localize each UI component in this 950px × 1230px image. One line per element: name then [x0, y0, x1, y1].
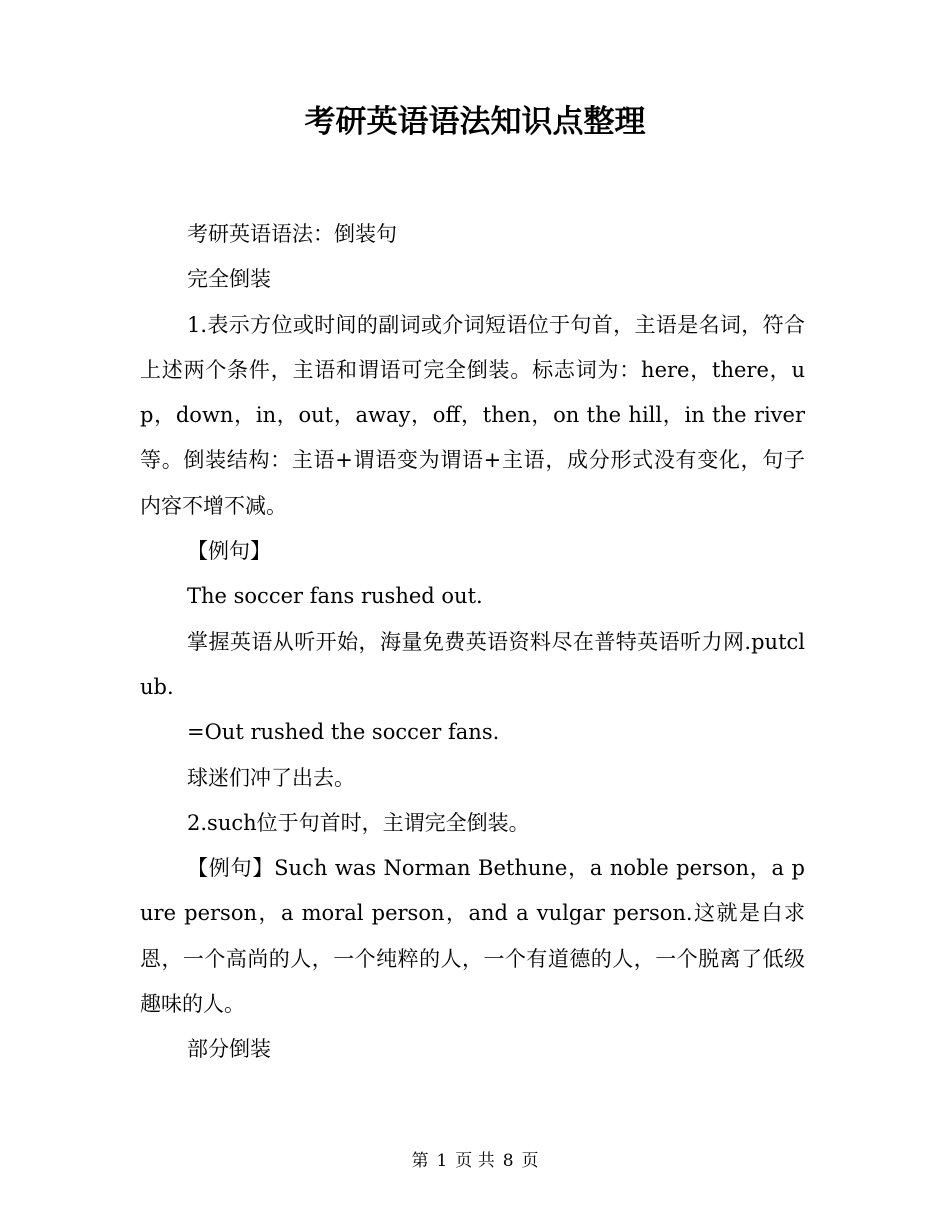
paragraph: 掌握英语从听开始，海量免费英语资料尽在普特英语听力网.putclub. — [140, 629, 805, 699]
paragraph: 完全倒装 — [187, 267, 271, 292]
page-label-mid: 页 共 — [455, 1151, 495, 1171]
current-page-number: 1 — [436, 1151, 448, 1171]
page-label-prefix: 第 — [411, 1151, 429, 1171]
paragraph: 1.表示方位或时间的副词或介词短语位于句首，主语是名词，符合上述两个条件，主语和谓语可完全倒装。标志词为：here，there，up，down，in，out，away，off，then，on the hill，in the river等。倒装结构：主语+谓语变为谓语+主语，成分形式没有变化，句子内容不增不减。 — [140, 312, 805, 518]
document-body — [140, 212, 805, 1073]
document-title: 考研英语语法知识点整理 — [304, 104, 646, 140]
paragraph: 【例句】Such was Norman Bethune，a noble person，a pure person，a moral person，and a vulgar person.这就是白求恩，一个高尚的人，一个纯粹的人，一个有道德的人，一个脱离了低级趣味的人。 — [140, 856, 805, 1017]
page-footer — [0, 1149, 950, 1173]
paragraph: 部分倒装 — [187, 1037, 271, 1062]
page-label-suffix: 页 — [521, 1151, 539, 1171]
paragraph: =Out rushed the soccer fans. — [187, 720, 500, 745]
total-pages-number: 8 — [502, 1151, 514, 1171]
paragraph: The soccer fans rushed out. — [187, 584, 483, 609]
paragraph: 考研英语语法：倒装句 — [187, 222, 397, 246]
paragraph: 2.such位于句首时，主谓完全倒装。 — [187, 810, 530, 835]
paragraph: 【例句】 — [187, 539, 271, 564]
paragraph: 球迷们冲了出去。 — [187, 765, 355, 790]
